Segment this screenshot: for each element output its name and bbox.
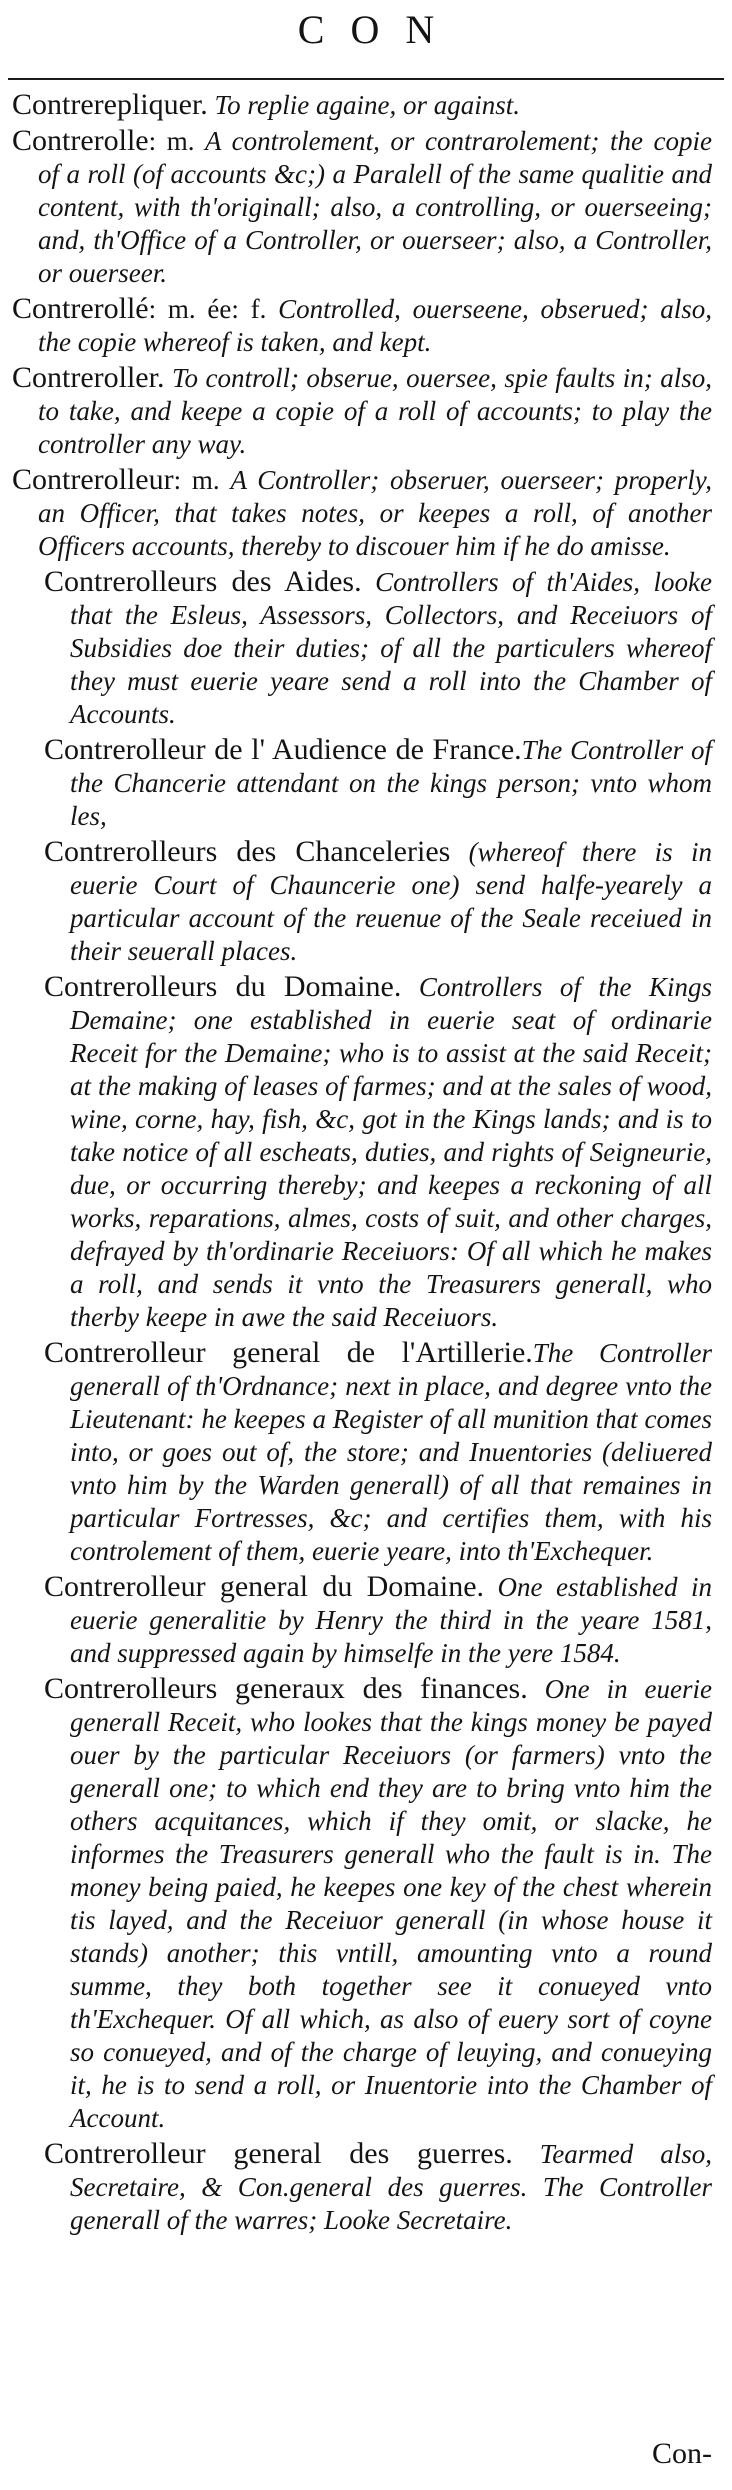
headword: Contrerolleur general de l'Artillerie. bbox=[44, 1336, 533, 1369]
entry-contrerolleur-audience bbox=[12, 733, 712, 833]
definition: One in euerie generall Receit, who lookes that the kings money be payed ouer by the particular Receiuors (or farmers) vnto the generall one; to which end they are to bring vnto him the others acquitances, which if they omit, or slacke, he informes the Treasurers generall who the fault is in. The money being paied, he keepes one key of the chest wherein tis layed, and the Receiuor generall (in whose house it stands) another; this vntill, amounting vnto a round summe, they both together see it conueyed vnto th'Exchequer. Of all which, as also of euery sort of coyne so conueyed, and of the charge of leuying, and conueying it, he is to send a roll, or Inuentorie into the Chamber of Account. bbox=[70, 1674, 712, 2133]
entry-contrerolleur-guerres bbox=[12, 2137, 712, 2237]
definition: The Controller generall of th'Ordnance; next in place, and degree vnto the Lieutenant: he keepes a Register of all munition that comes into, or goes out of, the store; and Inuentories (deliuered vnto him by the Warden generall) of all that remaines in particular Fortresses, &c; and certifies them, with his controlement of them, euerie yeare, into th'Exchequer. bbox=[70, 1338, 712, 1566]
headword: Contrerolleurs du Domaine. bbox=[44, 970, 402, 1003]
definition: Controllers of the Kings Demaine; one established in euerie seat of ordinarie Receit for the Demaine; who is to assist at the said Receit; at the making of leases of farmes; and at the sales of wood, wine, corne, hay, fish, &c, got in the Kings lands; and is to take notice of all escheats, duties, and rights of Seigneurie, due, or occurring thereby; and keepes a reckoning of all works, reparations, almes, costs of suit, and other charges, defrayed by th'ordinarie Receiuors: Of all which he makes a roll, and sends it vnto the Treasurers generall, who therby keepe in awe the said Receiuors. bbox=[70, 972, 712, 1332]
entry-contrerolleur-artillerie bbox=[12, 1336, 712, 1568]
headword: Contrerolleur bbox=[12, 463, 174, 496]
header-rule bbox=[8, 78, 724, 80]
entry-contrerolleur-general-domaine bbox=[12, 1570, 712, 1670]
headword: Contrerolleurs des Chanceleries bbox=[44, 835, 451, 868]
grammar: : m. bbox=[148, 126, 195, 156]
grammar: : m. ée: f. bbox=[148, 294, 267, 324]
headword: Contrerolleur general des guerres. bbox=[44, 2137, 513, 2170]
definition: (whereof there is in euerie Court of Chauncerie one) send halfe-yearely a particular account of the reuenue of the Seale receiued in their seuerall places. bbox=[70, 837, 712, 966]
entry-contrerolleurs-des-aides bbox=[12, 565, 712, 731]
grammar: : m. bbox=[173, 465, 220, 495]
running-head: CON bbox=[297, 7, 461, 52]
entry-contrerepliquer bbox=[12, 88, 712, 122]
headword: Contrerepliquer. bbox=[12, 88, 208, 121]
definition: Controlled, ouerseene, obserued; also, the copie whereof is taken, and kept. bbox=[38, 294, 713, 357]
headword: Contrerollé bbox=[12, 292, 149, 325]
headword: Contrerolleur general du Domaine. bbox=[44, 1570, 485, 1603]
entry-contrerolleur bbox=[12, 463, 712, 563]
headword: Contrerolle bbox=[12, 124, 149, 157]
definition: To replie againe, or against. bbox=[214, 90, 521, 120]
catchword: Con- bbox=[652, 2437, 712, 2470]
definition: Controllers of th'Aides, looke that the Esleus, Assessors, Collectors, and Receiuors of Subsidies doe their duties; of all the particulers whereof they must euerie yeare send a roll into the Chamber of Accounts. bbox=[70, 567, 712, 729]
definition: Tearmed also, Secretaire, & Con.general des guerres. The Controller generall of the warres; Looke Secretaire. bbox=[70, 2139, 712, 2235]
definition: A Controller; obseruer, ouerseer; properly, an Officer, that takes notes, or keepes a roll, of another Officers accounts, thereby to discouer him if he do amisse. bbox=[38, 465, 712, 561]
headword: Contrerolleurs des Aides. bbox=[44, 565, 362, 598]
entry-contrerolleurs-du-domaine bbox=[12, 970, 712, 1334]
entry-contrerolleurs-finances bbox=[12, 1672, 712, 2135]
entry-contrerolle bbox=[12, 124, 712, 290]
entry-contrerolle-participle bbox=[12, 292, 712, 359]
headword: Contrerolleurs generaux des finances. bbox=[44, 1672, 528, 1705]
headword: Contrerolleur de l' Audience de France. bbox=[44, 733, 522, 766]
entry-contrerolleurs-chanceleries bbox=[12, 835, 712, 968]
definition: A controlement, or contrarolement; the copie of a roll (of accounts &c;) a Paralell of the same qualitie and content, with th'originall; also, a controlling, or ouerseeing; and, th'Office of a Controller, or ouerseer; also, a Controller, or ouerseer. bbox=[38, 126, 713, 288]
entry-list bbox=[12, 88, 712, 2239]
definition: The Controller of the Chancerie attendant on the kings person; vnto whom les, bbox=[70, 735, 712, 831]
headword: Contreroller. bbox=[12, 361, 165, 394]
definition: One established in euerie generalitie by Henry the third in the yeare 1581, and suppressed again by himselfe in the yere 1584. bbox=[70, 1572, 712, 1668]
entry-contreroller bbox=[12, 361, 712, 461]
definition: To controll; obserue, ouersee, spie faults in; also, to take, and keepe a copie of a roll of accounts; to play the controller any way. bbox=[38, 363, 713, 459]
